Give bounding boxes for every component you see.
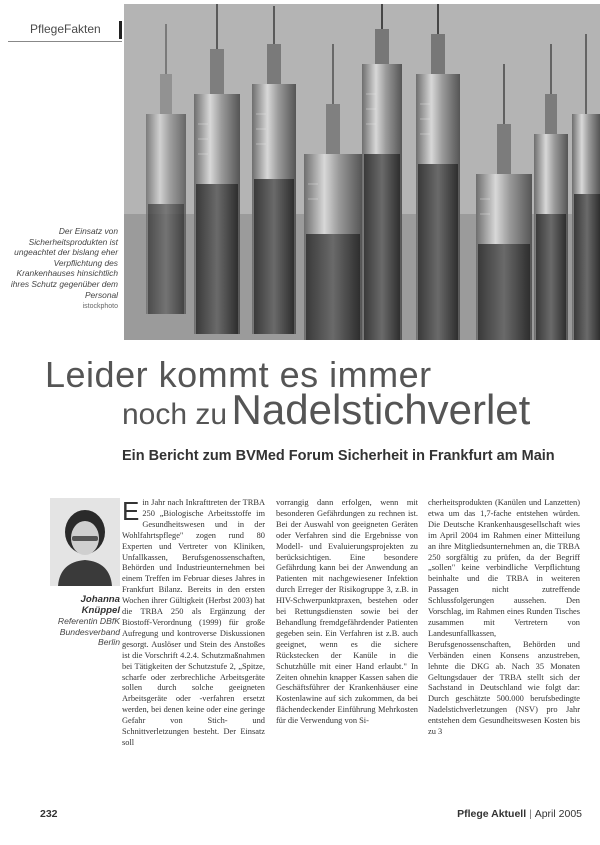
issue-date: April 2005 (534, 808, 582, 820)
article-column-1 (122, 498, 265, 798)
author-info (40, 595, 120, 648)
caption-text: Der Einsatz von Sicherheitsprodukten ist ungeachtet der bislang eher Verpflichtung des Krankenhauses hinsichtlich ihres Schutz gegenüber dem Personal (10, 226, 118, 300)
author-portrait-illustration (50, 498, 120, 586)
section-marker-bar (119, 21, 122, 39)
author-description: Referentin DBfK Bundesverband Berlin (57, 616, 120, 648)
footer-separator: | (529, 808, 532, 820)
author-portrait (50, 498, 120, 586)
article-column-3 (428, 498, 580, 798)
syringes-illustration (124, 4, 600, 340)
headline-line-2 (122, 386, 530, 434)
headline-line-1: Leider kommt es immer (45, 354, 432, 395)
syringes-photo (124, 4, 600, 340)
subheadline: Ein Bericht zum BVMed Forum Sicherheit in Frankfurt am Main (122, 448, 555, 464)
article-column-2 (276, 498, 418, 798)
headline-line-2a: noch zu (122, 398, 228, 431)
article-column-2-text: vorrangig dann erfolgen, wenn mit besonderen Gefährdungen zu rechnen ist. Bei der Auswahl von geeigneten Geräten oder Verfahren sind die Ergebnisse von Modell- und Evaluierungsprojekten zu berücksichtigen. Eine besondere Gefährdung kann bei der Anwendung an Patienten mit nachgewiesener Infektion durch Erreger der Risikogruppe 3, z.B. in HIV-Schwerpunktpraxen, bestehen oder bei Rettungsdiensten sowie bei der Behandlung fremdgefährdender Patienten gegeben sein. Ein Verfahren ist z.B. auch geeignet, wenn es die sichere Rückstecken der Kanüle in die Schutzhülle mit einer Hand erlaubt." In Zeiten ohnehin knapper Kassen sahen die Geschäftsführer der Krankenhäuser eine Kostenlawine auf sich zukommen, da bei flächendeckender Einführung Mehrkosten für die Verwendung von Si- (276, 498, 418, 726)
section-label: PflegeFakten (30, 22, 101, 36)
article-column-3-text: cherheitsprodukten (Kanülen und Lanzetten) etwa um das 1,7-fache entstehen würden. Die Deutsche Krankenhausgesellschaft wies im April 2004 im Rahmen einer Mitteilung an ihre Mitgliedsunternehmen an, die TRBA 250 sorgfältig zu prüfen, da der Begriff „sollen" keine verbindliche Verpflichtung beinhalte und die TRBA in weiteren Passagen nicht zutreffende Schlussfolgerungen aussehen. Den Vorschlag, im Rahmen eines Runden Tisches zusammen mit Vertretern von Landesunfallkassen, Berufsgenossenschaften, Behörden und Verbänden einen Konsens anzustreben, lehnte die DKG ab. Nach 35 Monaten Geltungsdauer der TRBA stellt sich der Sachstand in Deutschland wie folgt dar: Durch geschätzte 500.000 berufsbedingte Nadelstichverletzungen (NSV) pro Jahr entstehen dem Gesundheitswesen Kosten bis zu 3 (428, 498, 580, 737)
headline-line-2b: Nadelstichverlet (231, 386, 531, 433)
photo-caption (4, 226, 118, 313)
author-name: Johanna Knüppel (80, 594, 120, 616)
article-column-1-text: in Jahr nach Inkrafttreten der TRBA 250 „Biologische Arbeitsstoffe im Gesundheitswesen und in der Wohlfahrtspflege" zogen rund 80 Experten und Vertreter von Kliniken, Unfallkassen, Berufsgenossenschaften, Behörden und Industrieunternehmen bei einem Treffen im Februar dieses Jahres in Frankfurt Bilanz. Bereits in den ersten Wochen ihrer Gültigkeit (Herbst 2003) hat die TRBA 250 als Ergänzung der Biostoff-Verordnung (1999) für große Aufregung und kontroverse Diskussionen gesorgt. Auslöser und Stein des Anstoßes ist die Vorschrift 4.2.4. Schutzmaßnahmen bei Tätigkeiten der Schutzstufe 2, „Spitze, scharfe oder zerbrechliche Arbeitsgeräte sollen durch solche geeigneten Arbeitsgeräte oder -verfahren ersetzt werden, bei denen keine oder eine geringe Gefahr von Stich- und Schnittverletzungen besteht. Der Einsatz soll (122, 498, 265, 747)
page-number: 232 (40, 808, 58, 820)
article-dropcap: E (122, 498, 140, 526)
photo-credit: istockphoto (82, 303, 118, 311)
magazine-name: Pflege Aktuell (457, 808, 527, 820)
section-tag (8, 20, 122, 40)
section-rule (8, 41, 122, 42)
page-footer (457, 808, 582, 820)
